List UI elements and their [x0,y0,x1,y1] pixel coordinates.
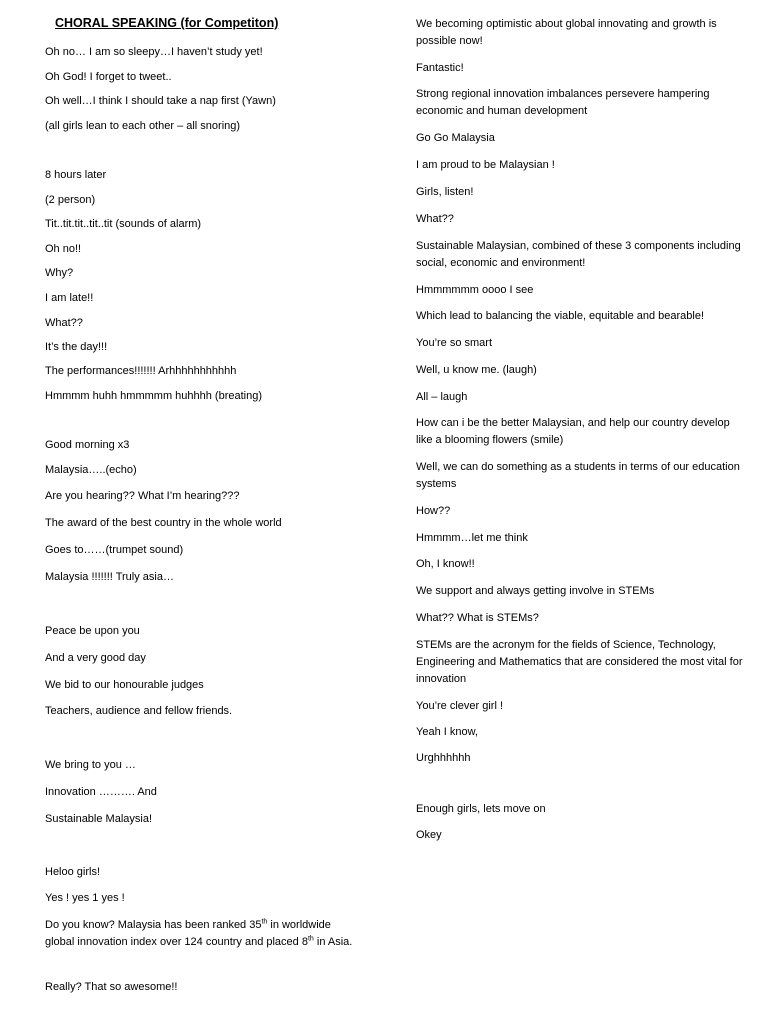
script-line: 8 hours later [45,169,107,181]
script-line: All – laugh [416,391,468,403]
script-line: Oh well…I think I should take a nap first (Yawn) [45,95,276,107]
script-line: (all girls lean to each other – all snoring) [45,120,241,132]
script-line: What?? [45,317,83,329]
script-line: Innovation ………. And [45,786,157,798]
script-line: It’s the day!!! [45,341,108,353]
script-line: Enough girls, lets move on [416,803,546,815]
script-line: Why? [45,267,74,279]
script-line: We bring to you … [45,759,136,771]
script-line: Go Go Malaysia [416,132,495,144]
ranked-sentence-part: Do you know? Malaysia has been ranked 35 [45,919,262,931]
script-line: Goes to……(trumpet sound) [45,544,184,556]
script-line: We bid to our honourable judges [45,679,204,691]
script-line: You’re so smart [416,337,493,349]
script-line: Hmmmmmm oooo I see [416,284,534,296]
script-line: Hmmmm…let me think [416,532,528,544]
script-line: What?? What is STEMs? [416,612,539,624]
script-line: Malaysia…..(echo) [45,464,137,476]
script-line: Urghhhhhh [416,752,471,764]
document-title: CHORAL SPEAKING (for Competiton) [55,16,279,30]
script-line: Malaysia !!!!!!! Truly asia… [45,571,174,583]
script-line: (2 person) [45,194,96,206]
script-line: Oh, I know!! [416,558,475,570]
superscript: th [307,935,314,943]
script-line: Yes ! yes 1 yes ! [45,892,125,904]
script-line: We becoming optimistic about global innovating and growth is possible now! [416,18,717,47]
script-line: What?? [416,213,454,225]
script-line: Oh no!! [45,243,82,255]
script-line: Well, we can do something as a students in terms of our education systems [416,461,740,490]
script-line: Good morning x3 [45,439,130,451]
script-line: The performances!!!!!!! Arhhhhhhhhhhh [45,365,237,377]
script-line: Oh God! I forget to tweet.. [45,71,172,83]
script-line: Strong regional innovation imbalances persevere hampering economic and human development [416,88,710,117]
script-line: Oh no… I am so sleepy…I haven’t study yet! [45,46,263,58]
ranked-sentence-part: in Asia. [313,936,353,948]
ranked-sentence [45,917,360,951]
script-line: Okey [416,829,442,841]
ranked-sentence-part: in worldwide global innovation index over 124 country and placed 8 [45,919,331,948]
script-line: Girls, listen! [416,186,474,198]
script-line: Well, u know me. (laugh) [416,364,537,376]
script-line: Tit..tit.tit..tit..tit (sounds of alarm) [45,218,202,230]
script-line: The award of the best country in the whole world [45,517,282,529]
script-line: I am late!! [45,292,94,304]
script-line: Teachers, audience and fellow friends. [45,705,233,717]
script-line: Peace be upon you [45,625,140,637]
script-line: Hmmmm huhh hmmmmm huhhhh (breating) [45,390,263,402]
script-line: Sustainable Malaysian, combined of these 3 components including social, economic and environment! [416,240,741,269]
script-line: And a very good day [45,652,146,664]
script-line: Really? That so awesome!! [45,981,178,993]
script-line: We support and always getting involve in STEMs [416,585,655,597]
script-line: STEMs are the acronym for the fields of Science, Technology, Engineering and Mathematics that are considered the most vital for innovation [416,639,743,685]
script-line: I am proud to be Malaysian ! [416,159,555,171]
script-line: How?? [416,505,451,517]
script-line: Which lead to balancing the viable, equitable and bearable! [416,310,705,322]
script-line: How can i be the better Malaysian, and help our country develop like a blooming flowers (smile) [416,417,730,446]
script-line: Are you hearing?? What I’m hearing??? [45,490,240,502]
superscript: th [261,918,268,926]
script-line: Sustainable Malaysia! [45,813,153,825]
script-line: Yeah I know, [416,726,478,738]
script-line: You’re clever girl ! [416,700,504,712]
script-line: Fantastic! [416,62,464,74]
script-line: Heloo girls! [45,866,101,878]
